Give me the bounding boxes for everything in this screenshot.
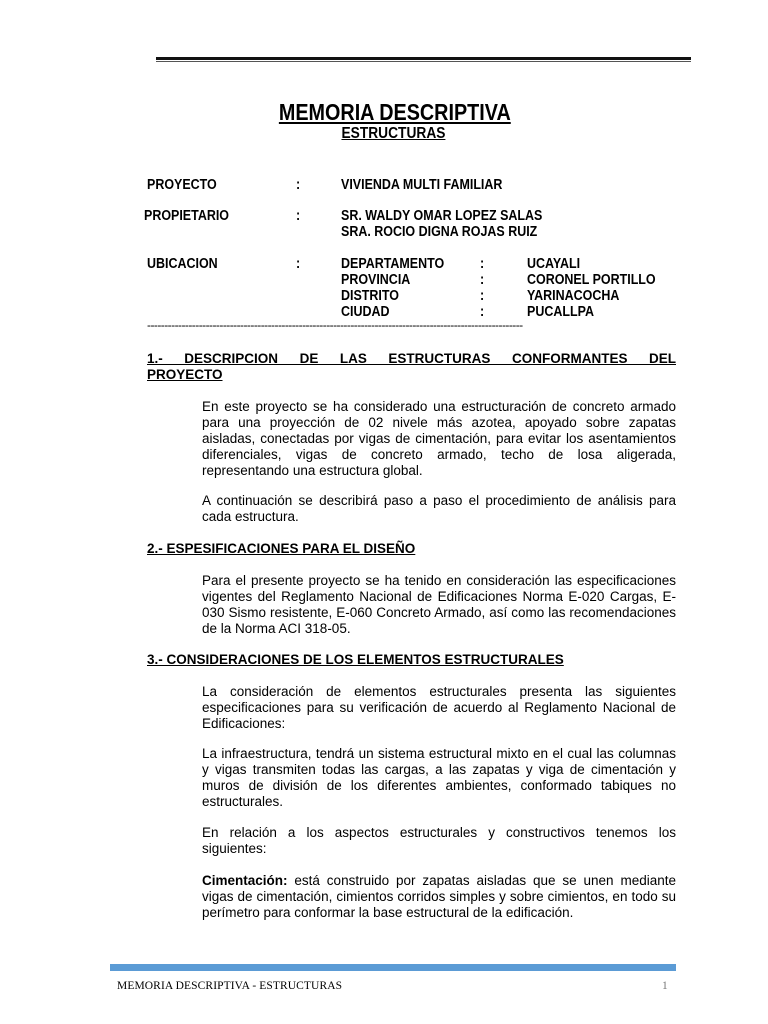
ciudad-label: CIUDAD bbox=[341, 304, 390, 320]
section-3-heading bbox=[147, 652, 676, 668]
section-1-paragraph-2: A continuación se describirá paso a paso el procedimiento de análisis para cada estructura. bbox=[202, 493, 676, 524]
top-rule bbox=[156, 57, 691, 60]
section-3-paragraph-2: La infraestructura, tendrá un sistema estructural mixto en el cual las columnas y vigas transmiten todas las cargas, a las zapatas y viga de cimentación y muros de división de los diferentes ambientes, conformado tabiques no estructurales. bbox=[202, 746, 676, 809]
separator-dashes: ------------------------------------------------------------------------------------------------------------- bbox=[147, 318, 523, 332]
departamento-value: UCAYALI bbox=[527, 256, 581, 272]
propietario-colon: : bbox=[296, 208, 301, 224]
ubicacion-colon: : bbox=[296, 256, 301, 272]
distrito-colon: : bbox=[480, 288, 485, 304]
provincia-colon: : bbox=[480, 272, 485, 288]
document-title: MEMORIA DESCRIPTIVA bbox=[279, 99, 511, 125]
footer-document-name: MEMORIA DESCRIPTIVA - ESTRUCTURAS bbox=[117, 980, 343, 992]
section-2-heading bbox=[147, 541, 676, 557]
ubicacion-label: UBICACION bbox=[147, 256, 218, 272]
departamento-colon: : bbox=[480, 256, 485, 272]
departamento-label: DEPARTAMENTO bbox=[341, 256, 445, 272]
section-3-heading-text: 3.- CONSIDERACIONES DE LOS ELEMENTOS ESTRUCTURALES bbox=[147, 652, 564, 667]
section-3-paragraph-3: En relación a los aspectos estructurales y constructivos tenemos los siguientes: bbox=[202, 825, 676, 856]
propietario-value-2: SRA. ROCIO DIGNA ROJAS RUIZ bbox=[341, 224, 538, 240]
propietario-value-1: SR. WALDY OMAR LOPEZ SALAS bbox=[341, 208, 543, 224]
section-1-heading-line-1-text: 1.- DESCRIPCION DE LAS ESTRUCTURAS CONFORMANTES DEL bbox=[147, 351, 676, 366]
section-1-paragraph-1: En este proyecto se ha considerado una estructuración de concreto armado para una proyección de 02 nivele más azotea, apoyado sobre zapatas aisladas, conectadas por vigas de cimentación, para evitar los asentamientos diferenciales, vigas de concreto armado, techo de losa aligerada, representando una estructura global. bbox=[202, 399, 676, 478]
cimentacion-term: Cimentación: bbox=[202, 873, 288, 888]
section-2-paragraph-1: Para el presente proyecto se ha tenido en consideración las especificaciones vigentes del Reglamento Nacional de Edificaciones Norma E-020 Cargas, E-030 Sismo resistente, E-060 Concreto Armado, así como las recomendaciones de la Norma ACI 318-05. bbox=[202, 573, 676, 636]
proyecto-colon: : bbox=[296, 177, 301, 193]
proyecto-value: VIVIENDA MULTI FAMILIAR bbox=[341, 177, 503, 193]
footer-bar bbox=[110, 964, 676, 971]
provincia-value: CORONEL PORTILLO bbox=[527, 272, 656, 288]
section-1-heading-line-1 bbox=[147, 351, 676, 367]
section-3-paragraph-1: La consideración de elementos estructurales presenta las siguientes especificaciones para su verificación de acuerdo al Reglamento Nacional de Edificaciones: bbox=[202, 684, 676, 731]
section-3-paragraph-4 bbox=[202, 873, 676, 921]
document-subtitle-wrap bbox=[0, 125, 768, 143]
ciudad-colon: : bbox=[480, 304, 485, 320]
cimentacion-text: está construido por zapatas aisladas que se unen mediante vigas de cimentación, cimientos corridos simples y sobre cimientos, en todo su perímetro para conformar la base estructural de la edificación. bbox=[202, 873, 676, 920]
propietario-label: PROPIETARIO bbox=[144, 208, 229, 224]
section-1-heading-line-2-text: PROYECTO bbox=[147, 367, 223, 382]
proyecto-label: PROYECTO bbox=[147, 177, 217, 193]
footer-page-number: 1 bbox=[662, 980, 668, 992]
top-rule-thin bbox=[156, 61, 691, 62]
ciudad-value: PUCALLPA bbox=[527, 304, 594, 320]
section-2-heading-text: 2.- ESPESIFICACIONES PARA EL DISEÑO bbox=[147, 541, 416, 556]
document-subtitle: ESTRUCTURAS bbox=[341, 125, 445, 142]
document-title-wrap bbox=[0, 99, 768, 126]
provincia-label: PROVINCIA bbox=[341, 272, 411, 288]
distrito-value: YARINACOCHA bbox=[527, 288, 620, 304]
distrito-label: DISTRITO bbox=[341, 288, 399, 304]
section-1-heading-line-2 bbox=[147, 367, 676, 383]
